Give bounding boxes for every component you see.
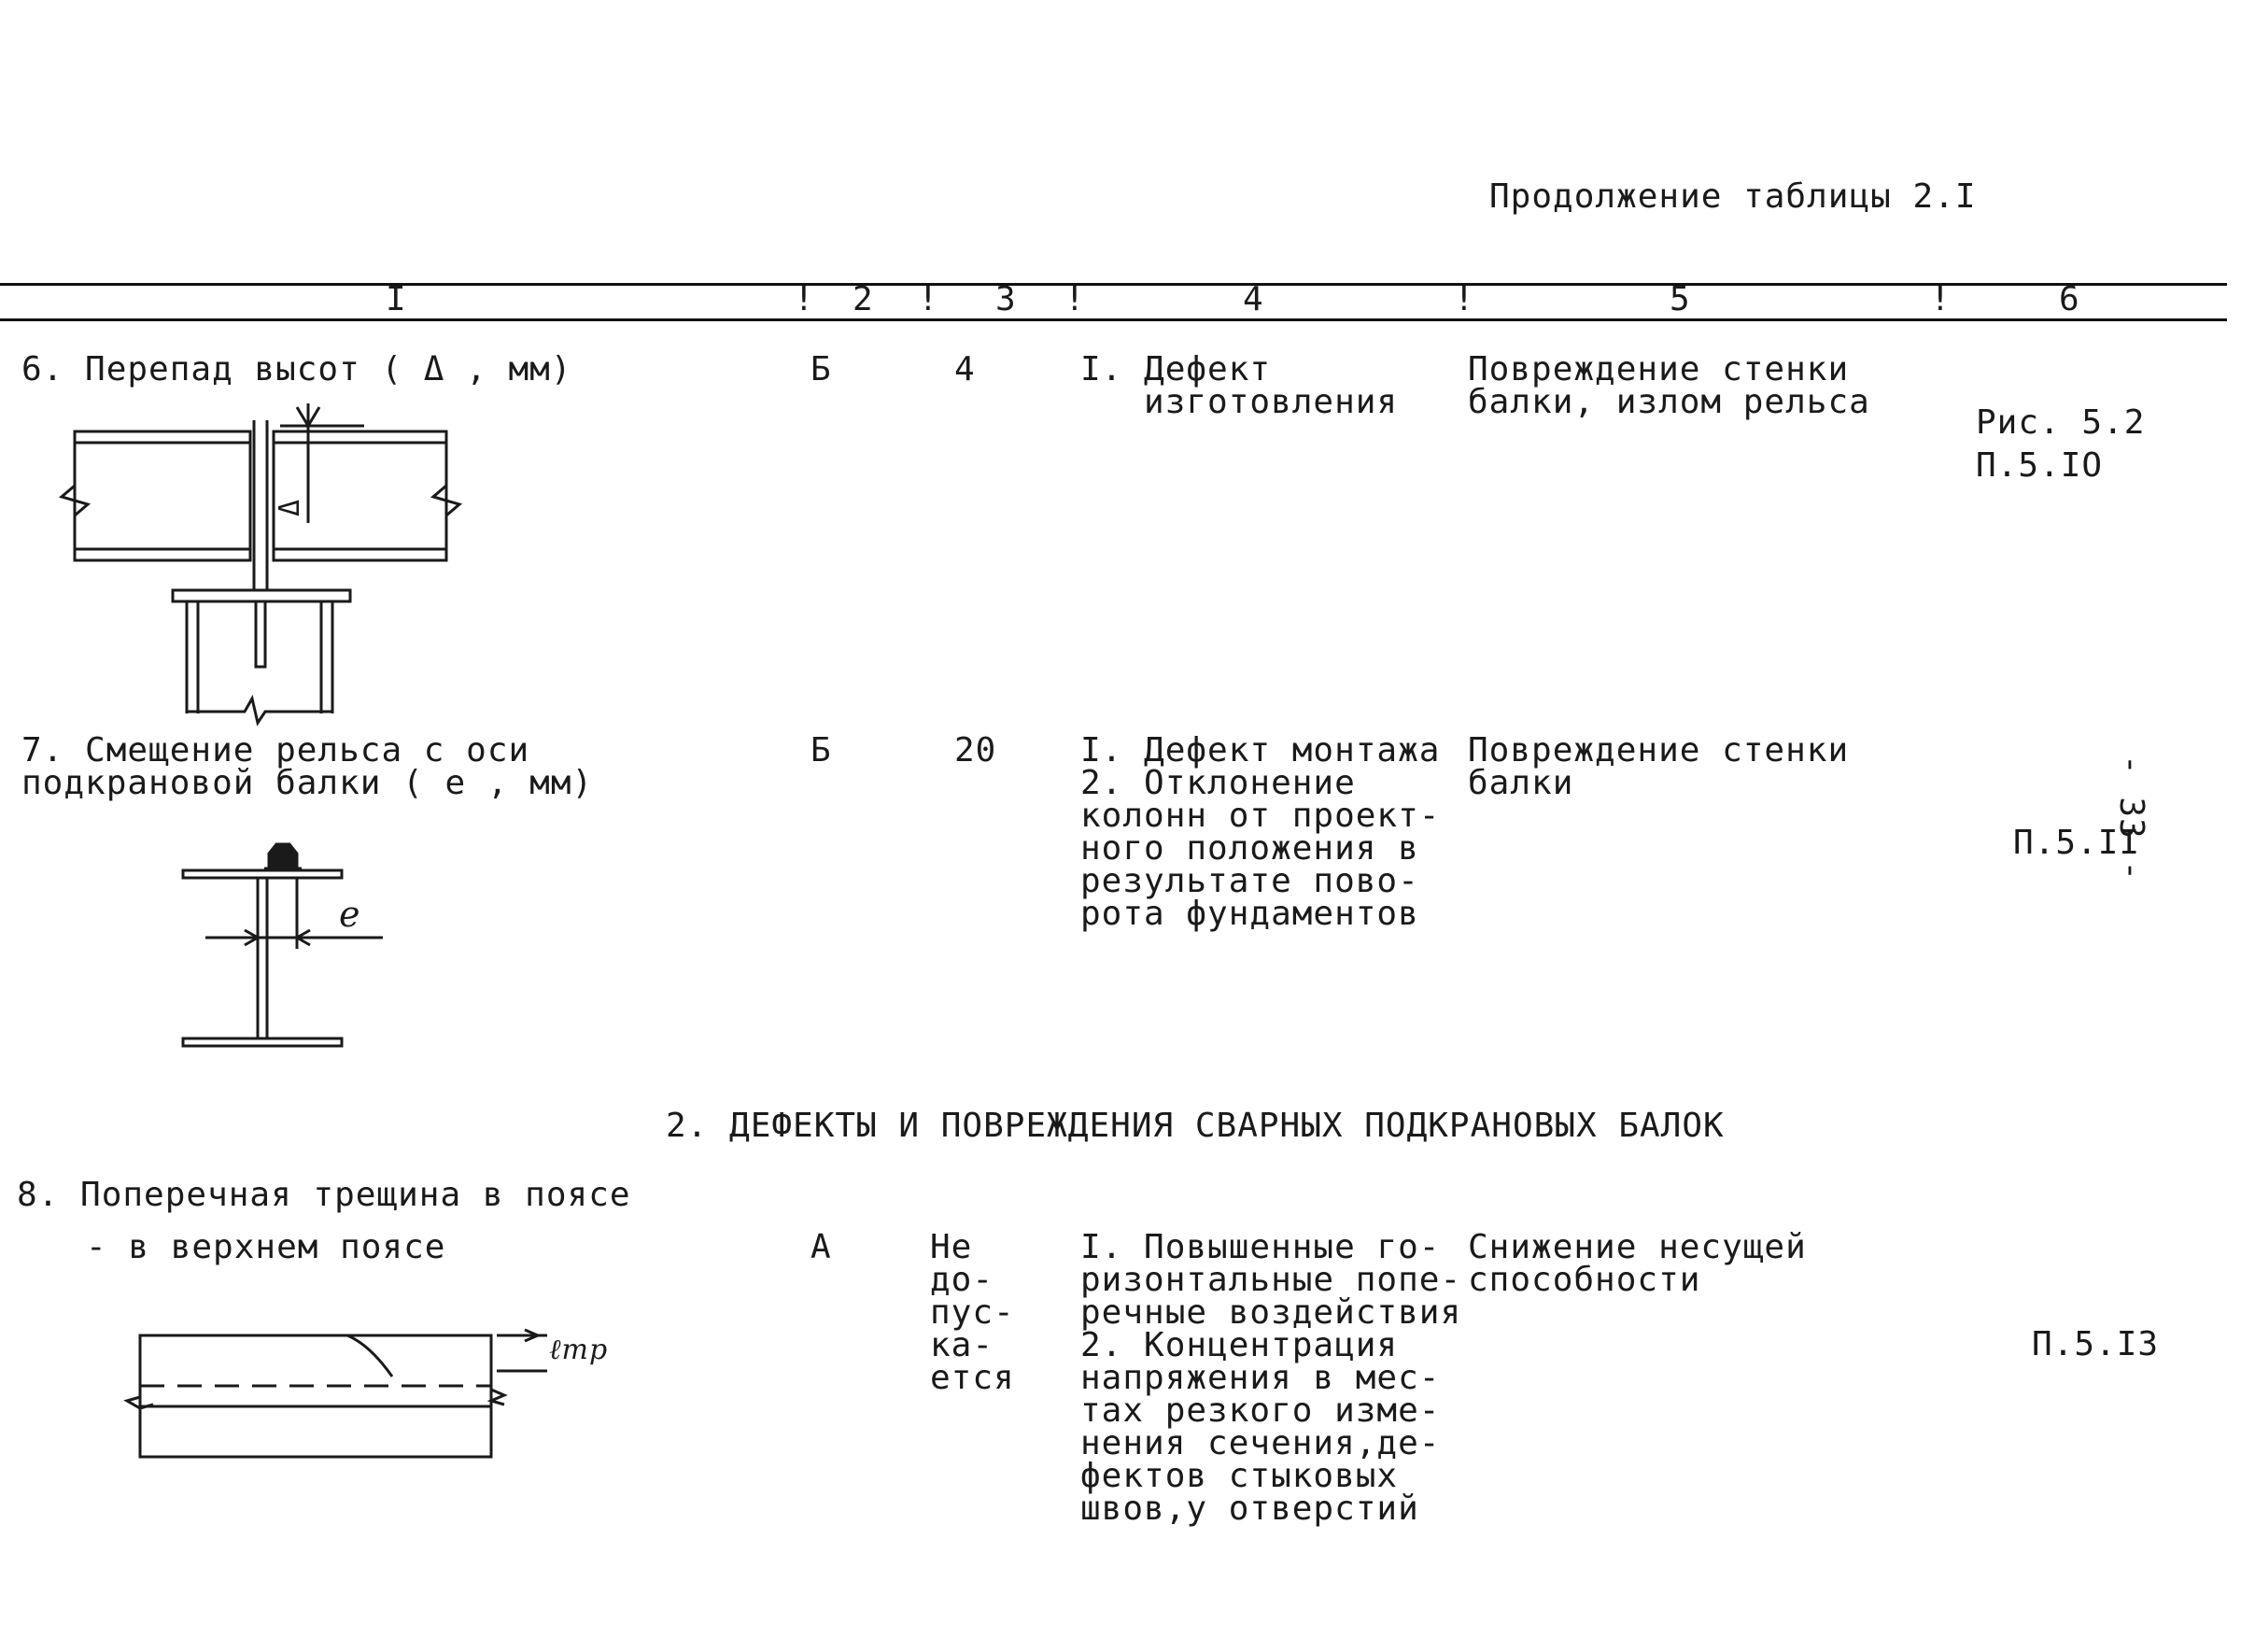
row-7-name: 7. Смещение рельса с оси подкрановой балки ( e , мм) — [21, 731, 594, 802]
col-header-4: 4 — [1243, 280, 1264, 318]
row-8-subitem: - в верхнем поясе — [86, 1228, 446, 1266]
col-separator: ! — [918, 280, 939, 318]
col-header-5: 5 — [1670, 280, 1691, 318]
col-separator: ! — [1064, 280, 1086, 318]
page-number: - 33 - — [2112, 755, 2150, 882]
row-8-cause: I. Повышенные го- ризонтальные попе- речные воздействия 2. Концентрация напряжения в мес- тах резкого изме- нения сечения,де- фектов стыковых швов,у отверстий — [1080, 1228, 1462, 1528]
row-7-reference: П.5.II — [2013, 824, 2141, 862]
row-6-category: Б — [810, 350, 832, 388]
row-8-effect: Снижение несущей способности — [1468, 1228, 1807, 1299]
col-separator: ! — [1454, 280, 1475, 318]
row-7-effect: Повреждение стенки балки — [1468, 731, 1850, 802]
row-7-cause: I. Дефект монтажа 2. Отклонение колонн от проект- ного положения в результате пово- рота фундаментов — [1080, 731, 1441, 933]
row-8-category: А — [810, 1228, 832, 1266]
continuation-title: Продолжение таблицы 2.I — [1489, 177, 1977, 216]
row-6-name: 6. Перепад высот ( Δ , мм) — [21, 350, 572, 388]
row-7-limit: 20 — [954, 731, 997, 770]
crack-length-label: ℓтр — [549, 1334, 609, 1366]
col-header-2: 2 — [853, 280, 874, 318]
col-separator: ! — [1930, 280, 1952, 318]
row-8-limit: Не до- пус- ка- ется — [930, 1228, 1015, 1397]
row-6-limit: 4 — [954, 350, 976, 388]
row-8-name: 8. Поперечная трещина в поясе — [17, 1176, 631, 1214]
col-header-6: 6 — [2059, 280, 2080, 318]
col-header-3: 3 — [995, 280, 1017, 318]
section-title: 2. ДЕФЕКТЫ И ПОВРЕЖДЕНИЯ СВАРНЫХ ПОДКРАНОВЫХ БАЛОК — [666, 1107, 1725, 1145]
col-separator: ! — [794, 280, 815, 318]
col-header-1: I — [386, 280, 407, 318]
row-7-category: Б — [810, 731, 832, 770]
flange-crack-diagram — [0, 0, 616, 1476]
delta-label: Δ — [274, 498, 307, 517]
row-8-reference: П.5.I3 — [2032, 1325, 2160, 1363]
row-6-cause: I. Дефект изготовления — [1080, 350, 1399, 421]
row-6-reference: Рис. 5.2 П.5.IO — [1976, 403, 2146, 485]
row-6-effect: Повреждение стенки балки, излом рельса — [1468, 350, 1870, 421]
offset-label: e — [339, 894, 361, 935]
